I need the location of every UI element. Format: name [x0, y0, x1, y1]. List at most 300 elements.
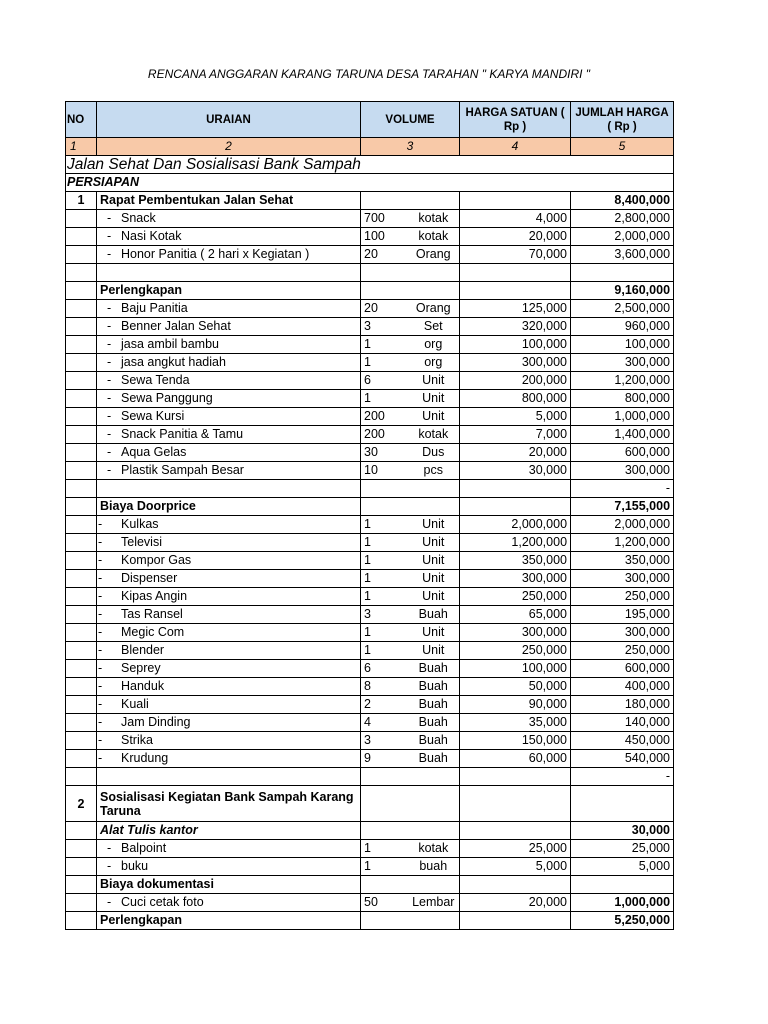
item-row: [66, 210, 674, 228]
item-description: [97, 840, 361, 858]
group-total: 5,250,000: [571, 912, 674, 930]
item-unit: buah: [408, 858, 460, 876]
item-name: Nasi Kotak: [121, 229, 182, 243]
no-cell: [66, 894, 97, 912]
item-amount: 250,000: [571, 642, 674, 660]
item-amount: 540,000: [571, 750, 674, 768]
item-amount: 3,600,000: [571, 246, 674, 264]
item-name: Strika: [121, 733, 153, 747]
item-row: [66, 408, 674, 426]
item-price: 250,000: [460, 588, 571, 606]
empty-cell: [460, 876, 571, 894]
item-name: Seprey: [121, 661, 161, 675]
item-price: 300,000: [460, 354, 571, 372]
empty-cell: [361, 876, 408, 894]
empty-cell: [460, 822, 571, 840]
item-description: [97, 228, 361, 246]
bullet-dash: -: [98, 715, 103, 729]
no-cell: [66, 318, 97, 336]
item-amount: 300,000: [571, 624, 674, 642]
group-row: [66, 192, 674, 210]
no-cell: [66, 750, 97, 768]
no-cell: 2: [66, 786, 97, 822]
bullet-dash: -: [107, 841, 112, 855]
item-price: 5,000: [460, 858, 571, 876]
item-amount: 1,200,000: [571, 372, 674, 390]
no-cell: [66, 408, 97, 426]
empty-cell: [460, 498, 571, 516]
subgroup-row: [66, 822, 674, 840]
item-row: [66, 516, 674, 534]
bullet-dash: -: [107, 301, 112, 315]
group-row: [66, 786, 674, 822]
empty-cell: [571, 264, 674, 282]
empty-cell: [408, 282, 460, 300]
item-description: [97, 462, 361, 480]
item-price: 5,000: [460, 408, 571, 426]
empty-cell: [361, 822, 408, 840]
empty-cell: [408, 498, 460, 516]
subgroup-row: [66, 282, 674, 300]
empty-cell: [408, 192, 460, 210]
item-description: [97, 372, 361, 390]
item-qty: 6: [361, 660, 408, 678]
header-uraian: URAIAN: [97, 102, 361, 138]
item-unit: pcs: [408, 462, 460, 480]
item-row: [66, 336, 674, 354]
document-title: RENCANA ANGGARAN KARANG TARUNA DESA TARAHAN " KARYA MANDIRI ": [147, 67, 591, 81]
item-name: Tas Ransel: [121, 607, 183, 621]
group-label: Rapat Pembentukan Jalan Sehat: [97, 192, 361, 210]
item-amount: 350,000: [571, 552, 674, 570]
item-qty: 1: [361, 570, 408, 588]
item-qty: 1: [361, 336, 408, 354]
item-row: [66, 606, 674, 624]
item-unit: Buah: [408, 660, 460, 678]
item-name: Aqua Gelas: [121, 445, 187, 459]
no-cell: [66, 228, 97, 246]
item-qty: 1: [361, 552, 408, 570]
index-cell: 4: [460, 138, 571, 156]
group-total: 9,160,000: [571, 282, 674, 300]
index-row: [66, 138, 674, 156]
item-amount: 2,800,000: [571, 210, 674, 228]
index-cell: 3: [361, 138, 460, 156]
item-row: [66, 642, 674, 660]
empty-cell: [361, 480, 408, 498]
item-unit: Buah: [408, 678, 460, 696]
item-unit: Buah: [408, 732, 460, 750]
bullet-dash: -: [98, 607, 103, 621]
item-description: [97, 642, 361, 660]
item-price: 30,000: [460, 462, 571, 480]
item-price: 150,000: [460, 732, 571, 750]
bullet-dash: -: [98, 679, 103, 693]
no-cell: 1: [66, 192, 97, 210]
item-name: Balpoint: [121, 841, 167, 855]
item-qty: 50: [361, 894, 408, 912]
bullet-dash: -: [107, 445, 112, 459]
item-amount: 250,000: [571, 588, 674, 606]
empty-cell: [460, 282, 571, 300]
no-cell: [66, 660, 97, 678]
item-unit: Orang: [408, 246, 460, 264]
bullet-dash: -: [107, 427, 112, 441]
bullet-dash: -: [98, 571, 103, 585]
item-unit: Unit: [408, 372, 460, 390]
group-label: Biaya Doorprice: [97, 498, 361, 516]
item-description: [97, 408, 361, 426]
item-amount: 1,000,000: [571, 408, 674, 426]
item-qty: 2: [361, 696, 408, 714]
group-total: [571, 876, 674, 894]
item-amount: 2,000,000: [571, 516, 674, 534]
empty-cell: [361, 192, 408, 210]
item-qty: 1: [361, 588, 408, 606]
no-cell: [66, 876, 97, 894]
item-name: Sewa Tenda: [121, 373, 190, 387]
item-description: [97, 660, 361, 678]
empty-cell: [66, 264, 97, 282]
no-cell: [66, 534, 97, 552]
item-name: Baju Panitia: [121, 301, 188, 315]
item-row: [66, 246, 674, 264]
bullet-dash: -: [107, 409, 112, 423]
empty-cell: [361, 912, 408, 930]
bullet-dash: -: [98, 589, 103, 603]
item-row: [66, 426, 674, 444]
group-total: [571, 786, 674, 822]
item-name: Snack: [121, 211, 156, 225]
bullet-dash: -: [107, 355, 112, 369]
item-qty: 700: [361, 210, 408, 228]
item-description: [97, 300, 361, 318]
bullet-dash: -: [107, 211, 112, 225]
item-row: [66, 552, 674, 570]
item-qty: 8: [361, 678, 408, 696]
item-amount: 100,000: [571, 336, 674, 354]
item-description: [97, 516, 361, 534]
item-name: Megic Com: [121, 625, 185, 639]
empty-cell: [460, 768, 571, 786]
empty-cell: [460, 192, 571, 210]
index-cell: 5: [571, 138, 674, 156]
header-no: NO: [66, 102, 97, 138]
item-qty: 3: [361, 732, 408, 750]
item-unit: Unit: [408, 552, 460, 570]
empty-row: [66, 264, 674, 282]
no-cell: [66, 462, 97, 480]
empty-cell: [408, 264, 460, 282]
item-name: Televisi: [121, 535, 162, 549]
item-description: [97, 678, 361, 696]
item-amount: 25,000: [571, 840, 674, 858]
empty-cell: [361, 498, 408, 516]
item-amount: 140,000: [571, 714, 674, 732]
no-cell: [66, 498, 97, 516]
no-cell: [66, 444, 97, 462]
item-unit: Unit: [408, 642, 460, 660]
persiapan-label: PERSIAPAN: [66, 174, 674, 192]
section-title: Jalan Sehat Dan Sosialisasi Bank Sampah: [66, 156, 674, 174]
no-cell: [66, 624, 97, 642]
no-cell: [66, 732, 97, 750]
bullet-dash: -: [98, 751, 103, 765]
empty-cell: [460, 912, 571, 930]
empty-cell: [361, 786, 408, 822]
item-qty: 20: [361, 246, 408, 264]
group-label: Biaya dokumentasi: [97, 876, 361, 894]
item-unit: org: [408, 354, 460, 372]
item-unit: kotak: [408, 210, 460, 228]
item-unit: kotak: [408, 228, 460, 246]
item-unit: Buah: [408, 696, 460, 714]
item-row: [66, 462, 674, 480]
item-qty: 1: [361, 858, 408, 876]
item-row: [66, 534, 674, 552]
group-label: Sosialisasi Kegiatan Bank Sampah Karang Taruna: [97, 786, 361, 822]
item-description: [97, 570, 361, 588]
empty-cell: [460, 786, 571, 822]
no-cell: [66, 246, 97, 264]
item-amount: 300,000: [571, 462, 674, 480]
item-row: [66, 714, 674, 732]
item-name: Kompor Gas: [121, 553, 192, 567]
item-qty: 6: [361, 372, 408, 390]
group-label: Perlengkapan: [97, 912, 361, 930]
trailing-dash: -: [571, 768, 674, 786]
item-qty: 4: [361, 714, 408, 732]
bullet-dash: -: [107, 859, 112, 873]
item-name: Dispenser: [121, 571, 178, 585]
item-row: [66, 678, 674, 696]
item-name: Kulkas: [121, 517, 159, 531]
item-amount: 1,400,000: [571, 426, 674, 444]
item-qty: 1: [361, 840, 408, 858]
item-amount: 800,000: [571, 390, 674, 408]
group-label: Alat Tulis kantor: [97, 822, 361, 840]
item-qty: 9: [361, 750, 408, 768]
bullet-dash: -: [107, 247, 112, 261]
item-row: [66, 390, 674, 408]
item-unit: Unit: [408, 516, 460, 534]
item-name: Jam Dinding: [121, 715, 191, 729]
item-unit: Orang: [408, 300, 460, 318]
item-price: 65,000: [460, 606, 571, 624]
item-description: [97, 606, 361, 624]
subgroup-row: [66, 498, 674, 516]
item-unit: kotak: [408, 840, 460, 858]
item-amount: 600,000: [571, 660, 674, 678]
item-row: [66, 840, 674, 858]
item-qty: 30: [361, 444, 408, 462]
item-unit: kotak: [408, 426, 460, 444]
item-qty: 100: [361, 228, 408, 246]
no-cell: [66, 426, 97, 444]
item-price: 1,200,000: [460, 534, 571, 552]
persiapan-row: [66, 174, 674, 192]
item-row: [66, 858, 674, 876]
no-cell: [66, 516, 97, 534]
empty-cell: [408, 480, 460, 498]
empty-row: [66, 480, 674, 498]
bullet-dash: -: [107, 895, 112, 909]
item-amount: 2,500,000: [571, 300, 674, 318]
item-name: Kipas Angin: [121, 589, 188, 603]
no-cell: [66, 588, 97, 606]
no-cell: [66, 300, 97, 318]
group-label: Perlengkapan: [97, 282, 361, 300]
bullet-dash: -: [98, 535, 103, 549]
item-row: [66, 732, 674, 750]
empty-cell: [66, 480, 97, 498]
item-name: Benner Jalan Sehat: [121, 319, 231, 333]
item-row: [66, 300, 674, 318]
item-description: [97, 858, 361, 876]
item-price: 20,000: [460, 228, 571, 246]
item-row: [66, 372, 674, 390]
header-harga-satuan: HARGA SATUAN ( Rp ): [460, 102, 571, 138]
item-name: Blender: [121, 643, 165, 657]
no-cell: [66, 210, 97, 228]
item-price: 300,000: [460, 624, 571, 642]
no-cell: [66, 336, 97, 354]
item-qty: 1: [361, 534, 408, 552]
item-row: [66, 624, 674, 642]
item-description: [97, 444, 361, 462]
empty-cell: [361, 768, 408, 786]
item-description: [97, 318, 361, 336]
item-row: [66, 750, 674, 768]
budget-table: [65, 101, 674, 930]
index-cell: 1: [66, 138, 97, 156]
item-unit: Unit: [408, 588, 460, 606]
no-cell: [66, 858, 97, 876]
no-cell: [66, 840, 97, 858]
no-cell: [66, 372, 97, 390]
item-description: [97, 210, 361, 228]
item-price: 20,000: [460, 444, 571, 462]
no-cell: [66, 354, 97, 372]
item-qty: 200: [361, 408, 408, 426]
item-price: 25,000: [460, 840, 571, 858]
item-row: [66, 318, 674, 336]
item-amount: 180,000: [571, 696, 674, 714]
item-description: [97, 750, 361, 768]
item-qty: 200: [361, 426, 408, 444]
item-row: [66, 894, 674, 912]
item-name: Sewa Kursi: [121, 409, 185, 423]
item-row: [66, 696, 674, 714]
bullet-dash: -: [107, 391, 112, 405]
item-name: Kuali: [121, 697, 149, 711]
no-cell: [66, 822, 97, 840]
item-unit: Unit: [408, 534, 460, 552]
item-price: 70,000: [460, 246, 571, 264]
no-cell: [66, 282, 97, 300]
item-qty: 3: [361, 606, 408, 624]
no-cell: [66, 642, 97, 660]
subgroup-row: [66, 876, 674, 894]
item-description: [97, 732, 361, 750]
empty-cell: [66, 768, 97, 786]
bullet-dash: -: [107, 373, 112, 387]
item-qty: 10: [361, 462, 408, 480]
no-cell: [66, 390, 97, 408]
item-price: 7,000: [460, 426, 571, 444]
item-row: [66, 660, 674, 678]
item-description: [97, 552, 361, 570]
item-description: [97, 624, 361, 642]
item-name: Plastik Sampah Besar: [121, 463, 244, 477]
group-total: 7,155,000: [571, 498, 674, 516]
item-qty: 1: [361, 624, 408, 642]
empty-cell: [361, 264, 408, 282]
empty-cell: [408, 822, 460, 840]
bullet-dash: -: [98, 697, 103, 711]
item-description: [97, 354, 361, 372]
bullet-dash: -: [98, 553, 103, 567]
item-price: 2,000,000: [460, 516, 571, 534]
item-price: 800,000: [460, 390, 571, 408]
item-price: 125,000: [460, 300, 571, 318]
item-qty: 1: [361, 354, 408, 372]
item-unit: org: [408, 336, 460, 354]
item-unit: Set: [408, 318, 460, 336]
item-unit: Unit: [408, 624, 460, 642]
bullet-dash: -: [98, 733, 103, 747]
item-amount: 5,000: [571, 858, 674, 876]
bullet-dash: -: [98, 625, 103, 639]
item-price: 4,000: [460, 210, 571, 228]
bullet-dash: -: [107, 463, 112, 477]
item-price: 90,000: [460, 696, 571, 714]
item-price: 350,000: [460, 552, 571, 570]
item-description: [97, 426, 361, 444]
item-price: 100,000: [460, 660, 571, 678]
item-unit: Dus: [408, 444, 460, 462]
bullet-dash: -: [98, 661, 103, 675]
empty-cell: [408, 768, 460, 786]
item-description: [97, 390, 361, 408]
item-amount: 450,000: [571, 732, 674, 750]
item-name: Handuk: [121, 679, 165, 693]
item-price: 200,000: [460, 372, 571, 390]
item-row: [66, 228, 674, 246]
item-price: 100,000: [460, 336, 571, 354]
empty-cell: [408, 786, 460, 822]
item-price: 250,000: [460, 642, 571, 660]
section-title-row: [66, 156, 674, 174]
item-amount: 2,000,000: [571, 228, 674, 246]
empty-cell: [408, 876, 460, 894]
item-qty: 1: [361, 390, 408, 408]
item-unit: Buah: [408, 714, 460, 732]
item-row: [66, 354, 674, 372]
item-unit: Unit: [408, 390, 460, 408]
item-description: [97, 588, 361, 606]
item-amount: 1,200,000: [571, 534, 674, 552]
empty-cell: [97, 480, 361, 498]
item-description: [97, 534, 361, 552]
bullet-dash: -: [107, 337, 112, 351]
item-description: [97, 894, 361, 912]
item-name: jasa ambil bambu: [121, 337, 219, 351]
empty-cell: [361, 282, 408, 300]
item-qty: 20: [361, 300, 408, 318]
item-amount: 960,000: [571, 318, 674, 336]
item-unit: Unit: [408, 408, 460, 426]
